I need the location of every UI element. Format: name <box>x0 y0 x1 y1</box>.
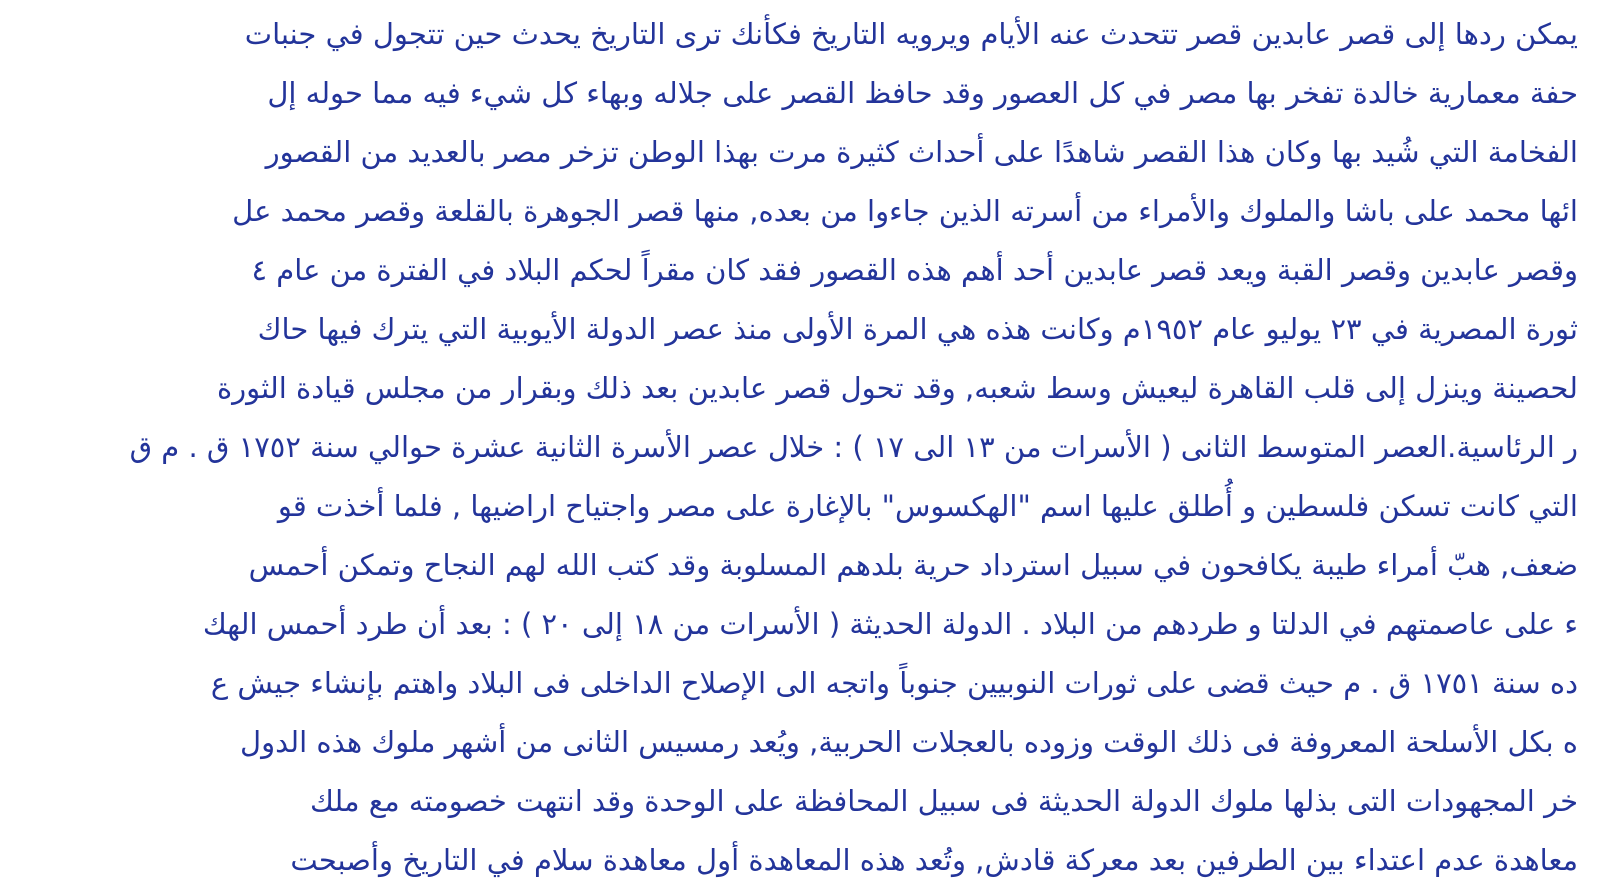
text-line: ه بكل الأسلحة المعروفة فى ذلك الوقت وزوده بالعجلات الحربية, ويُعد رمسيس الثانى من أشهر ملوك هذه الدول <box>240 725 1578 759</box>
text-line: ده سنة ١٧٥١ ق . م حيث قضى على ثورات النوبيين جنوباً واتجه الى الإصلاح الداخلى فى البلاد واهتم بإنشاء جيش ع <box>210 666 1578 700</box>
text-line: معاهدة عدم اعتداء بين الطرفين بعد معركة قادش, وتُعد هذه المعاهدة أول معاهدة سلام في التاريخ وأصبحت <box>290 843 1578 877</box>
text-line: يمكن ردها إلى قصر عابدين قصر تتحدث عنه الأيام ويرويه التاريخ فكأنك ترى التاريخ يحدث حين تتجول في جنبات <box>244 17 1578 51</box>
text-line: ء على عاصمتهم في الدلتا و طردهم من البلاد . الدولة الحديثة ( الأسرات من ١٨ إلى ٢٠ ) : بعد أن طرد أحمس الهك <box>202 607 1578 641</box>
text-line: التي كانت تسكن فلسطين و أُطلق عليها اسم "الهكسوس" بالإغارة على مصر واجتياح اراضيها , فلما أخذت قو <box>277 489 1578 523</box>
text-line: خر المجهودات التى بذلها ملوك الدولة الحديثة فى سبيل المحافظة على الوحدة وقد انتهت خصومته مع ملك <box>309 784 1578 818</box>
text-line: الفخامة التي شُيد بها وكان هذا القصر شاهدًا على أحداث كثيرة مرت بهذا الوطن تزخر مصر بالعديد من القصور <box>265 135 1578 169</box>
text-line: وقصر عابدين وقصر القبة ويعد قصر عابدين أحد أهم هذه القصور فقد كان مقراً لحكم البلاد في الفترة من عام ٤ <box>251 253 1578 287</box>
text-line: ائها محمد على باشا والملوك والأمراء من أسرته الذين جاءوا من بعده, منها قصر الجوهرة بالقلعة وقصر محمد عل <box>232 194 1578 228</box>
text-line: لحصينة وينزل إلى قلب القاهرة ليعيش وسط شعبه, وقد تحول قصر عابدين بعد ذلك وبقرار من مجلس قيادة الثورة <box>216 371 1578 405</box>
text-line: ثورة المصرية في ٢٣ يوليو عام ١٩٥٢م وكانت هذه هي المرة الأولى منذ عصر الدولة الأيوبية التي يترك فيها حاك <box>257 312 1578 346</box>
text-line: ر الرئاسية.العصر المتوسط الثانى ( الأسرات من ١٣ الى ١٧ ) : خلال عصر الأسرة الثانية عشرة حوالي سنة ١٧٥٢ ق . م ق <box>129 430 1578 464</box>
text-line: حفة معمارية خالدة تفخر بها مصر في كل العصور وقد حافظ القصر على جلاله وبهاء كل شيء فيه مما حوله إل <box>267 76 1578 110</box>
text-line: ضعف, هبّ أمراء طيبة يكافحون في سبيل استرداد حرية بلدهم المسلوبة وقد كتب الله لهم النجاح وتمكن أحمس <box>248 548 1578 582</box>
